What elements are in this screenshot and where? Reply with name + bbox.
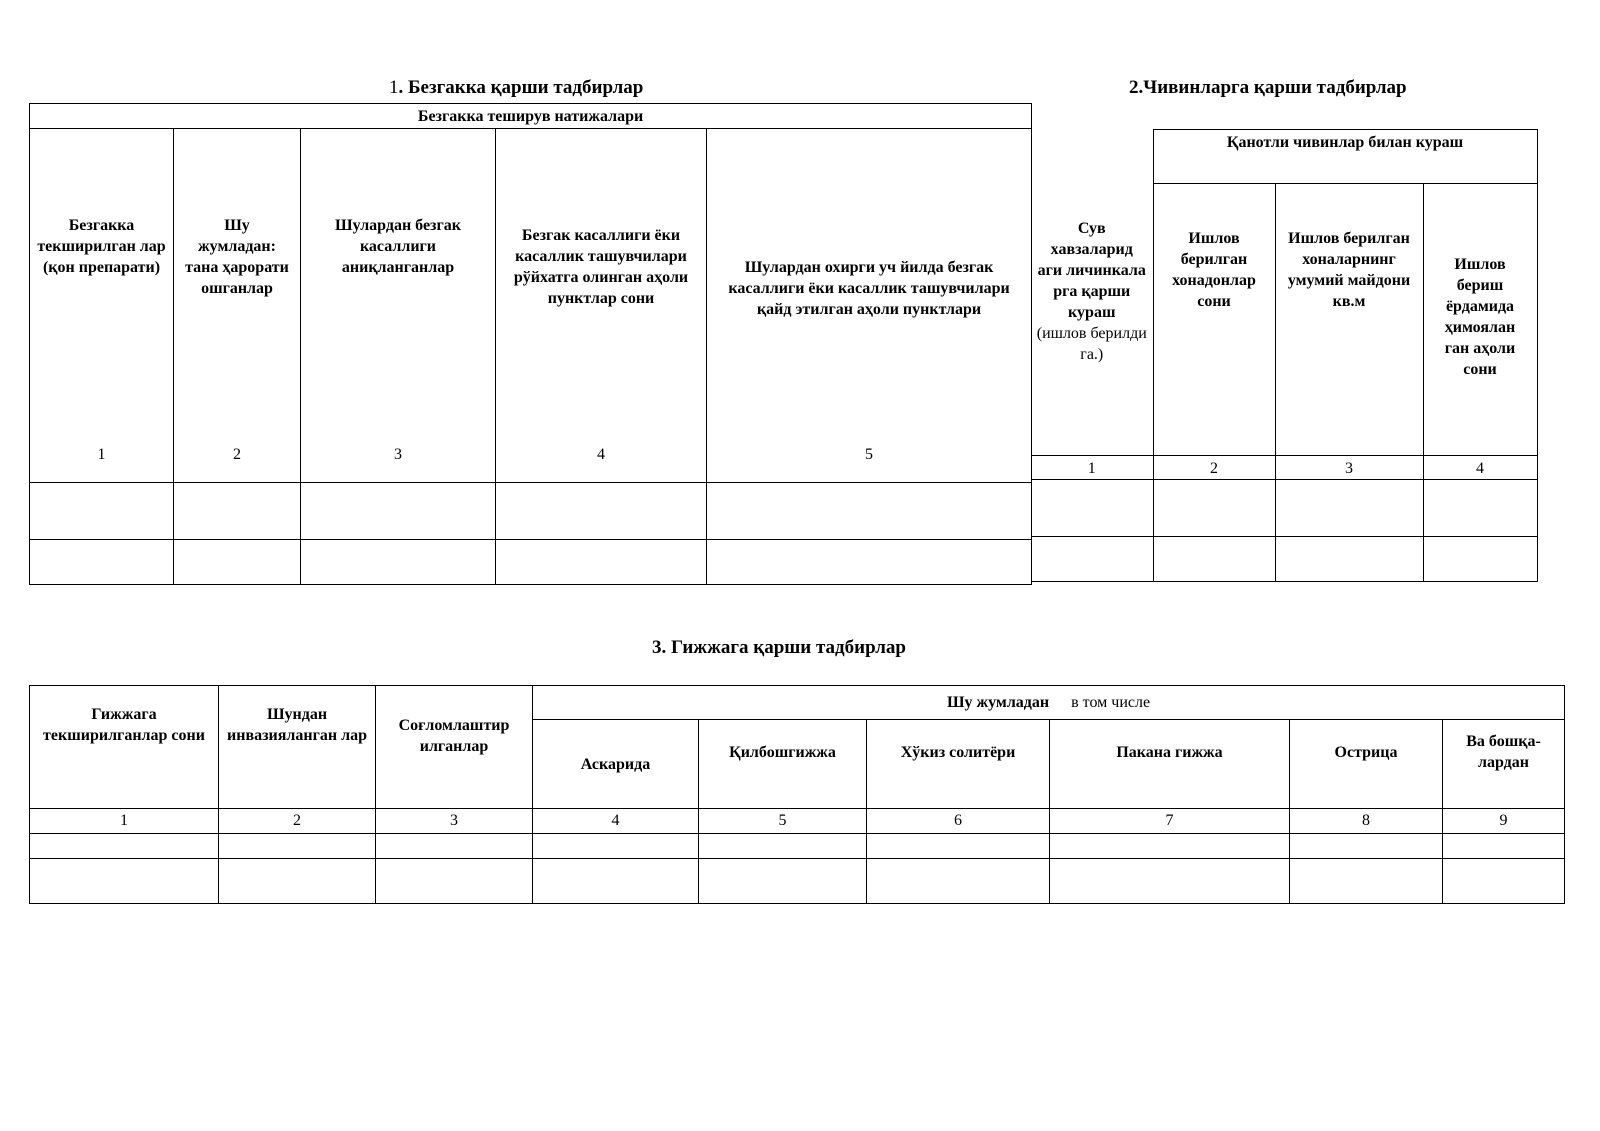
helminth-row-2-col-1[interactable]	[30, 859, 219, 904]
helminth-col-3-label: Соғломлаштир илганлар	[398, 717, 510, 755]
mosquito-col-2-header	[1153, 184, 1275, 456]
mosquito-col-4-number: 4	[1423, 456, 1537, 480]
malaria-col-3-label: Шулардан безгак касаллиги аниқланганлар	[335, 217, 461, 276]
helminth-row-1-col-7[interactable]	[1050, 834, 1290, 859]
malaria-col-5-label: Шулардан охирги уч йилда безгак касаллиги ёки касаллик ташувчилари қайд этилган аҳоли пунктлари	[728, 259, 1010, 318]
malaria-row-2-col-4[interactable]	[496, 540, 707, 585]
mosquito-row-1-col-4[interactable]	[1423, 480, 1537, 537]
malaria-row-1-col-2[interactable]	[174, 483, 301, 540]
helminth-sub-6-label: Ва бошқа-лардан	[1466, 733, 1541, 771]
helminth-row-2-col-7[interactable]	[1050, 859, 1290, 904]
helminth-col-2-header	[219, 686, 376, 809]
mosquito-row-1-col-2[interactable]	[1153, 480, 1275, 537]
helminth-group-header-normal: в том числе	[1071, 694, 1151, 711]
malaria-col-3-header	[301, 129, 496, 483]
section1-number: 1	[389, 77, 399, 98]
helminth-sub-3-header: Хўкиз солитёри	[867, 720, 1050, 809]
helminth-row-2-col-8[interactable]	[1290, 859, 1443, 904]
mosquito-col-1-note: (ишлов берилди га.)	[1036, 324, 1147, 363]
helminth-col-4-number: 4	[533, 809, 699, 834]
helminth-col-2-number: 2	[219, 809, 376, 834]
helminth-col-5-number: 5	[699, 809, 867, 834]
malaria-col-4-header	[496, 129, 707, 483]
malaria-col-2-label: Шу жумладан: тана ҳарорати ошганлар	[185, 217, 289, 297]
mosquito-col-1-label: Сув хавзаларид аги личинкала рга қарши кураш	[1037, 219, 1146, 321]
mosquito-row-2-col-1[interactable]	[1031, 537, 1153, 582]
helminth-col-9-number: 9	[1443, 809, 1565, 834]
malaria-group-header: Безгакка теширув натижалари	[30, 104, 1032, 129]
helminth-row-2-col-2[interactable]	[219, 859, 376, 904]
malaria-col-1-header	[30, 129, 174, 483]
helminth-group-header-bold: Шу жумладан	[946, 694, 1050, 711]
helminth-sub-1-header: Аскарида	[533, 720, 699, 809]
mosquito-col-1-number: 1	[1031, 456, 1153, 480]
mosquito-col-4-label: Ишлов бериш ёрдамида ҳимоялан ган аҳоли сони	[1444, 256, 1516, 378]
malaria-col-3-number: 3	[394, 446, 402, 463]
helminth-row-1-col-5[interactable]	[699, 834, 867, 859]
section3-title: 3. Гижжага қарши тадбирлар	[652, 637, 906, 658]
helminth-row-1-col-9[interactable]	[1443, 834, 1565, 859]
malaria-row-2-col-5[interactable]	[707, 540, 1032, 585]
helminth-row-2-col-9[interactable]	[1443, 859, 1565, 904]
mosquito-col-2-number: 2	[1153, 456, 1275, 480]
section2-title: 2.Чивинларга қарши тадбирлар	[1129, 77, 1407, 98]
helminth-sub-2-header: Қилбошгижжа	[699, 720, 867, 809]
helminth-col-1-header	[30, 686, 219, 809]
mosquito-col-3-header	[1275, 184, 1423, 456]
helminth-row-2-col-4[interactable]	[533, 859, 699, 904]
helminth-sub-6-header	[1443, 720, 1565, 809]
helminth-row-1-col-2[interactable]	[219, 834, 376, 859]
helminth-row-2-col-5[interactable]	[699, 859, 867, 904]
helminth-col-1-label: Гижжага текширилганлар сони	[43, 706, 205, 744]
mosquito-row-2-col-3[interactable]	[1275, 537, 1423, 582]
helminth-table	[29, 685, 1565, 904]
malaria-col-4-number: 4	[597, 446, 605, 463]
helminth-sub-5-header: Острица	[1290, 720, 1443, 809]
malaria-col-5-header	[707, 129, 1032, 483]
helminth-col-6-number: 6	[867, 809, 1050, 834]
helminth-row-1-col-3[interactable]	[376, 834, 533, 859]
malaria-col-4-label: Безгак касаллиги ёки касаллик ташувчилари рўйхатга олинган аҳоли пунктлар сони	[513, 227, 689, 307]
malaria-col-1-label: Безгакка текширилган лар (қон препарати)	[37, 217, 166, 276]
helminth-col-3-number: 3	[376, 809, 533, 834]
malaria-row-2-col-2[interactable]	[174, 540, 301, 585]
malaria-col-2-header	[174, 129, 301, 483]
helminth-col-8-number: 8	[1290, 809, 1443, 834]
mosquito-col-2-label: Ишлов берилган хонадонлар сони	[1172, 230, 1256, 310]
helminth-sub-4-header: Пакана гижжа	[1050, 720, 1290, 809]
mosquito-row-1-col-1[interactable]	[1031, 480, 1153, 537]
malaria-row-1-col-4[interactable]	[496, 483, 707, 540]
mosquito-col-4-header	[1423, 184, 1537, 456]
helminth-row-2-col-3[interactable]	[376, 859, 533, 904]
malaria-row-1-col-1[interactable]	[30, 483, 174, 540]
helminth-row-1-col-6[interactable]	[867, 834, 1050, 859]
mosquito-group-header: Қанотли чивинлар билан кураш	[1153, 130, 1537, 184]
malaria-row-2-col-3[interactable]	[301, 540, 496, 585]
mosquito-table	[1031, 129, 1538, 582]
mosquito-col-3-number: 3	[1275, 456, 1423, 480]
malaria-col-2-number: 2	[233, 446, 241, 463]
helminth-row-1-col-1[interactable]	[30, 834, 219, 859]
helminth-col-1-number: 1	[30, 809, 219, 834]
mosquito-row-2-col-2[interactable]	[1153, 537, 1275, 582]
malaria-row-1-col-3[interactable]	[301, 483, 496, 540]
mosquito-row-1-col-3[interactable]	[1275, 480, 1423, 537]
mosquito-col-1-header	[1031, 130, 1153, 456]
helminth-row-2-col-6[interactable]	[867, 859, 1050, 904]
malaria-row-1-col-5[interactable]	[707, 483, 1032, 540]
section1-title-text: . Безгакка қарши тадбирлар	[398, 77, 644, 98]
section1-title	[389, 77, 643, 99]
helminth-row-1-col-8[interactable]	[1290, 834, 1443, 859]
helminth-col-3-header	[376, 686, 533, 809]
helminth-group-header	[533, 686, 1565, 720]
malaria-col-1-number: 1	[97, 446, 106, 463]
helminth-col-7-number: 7	[1050, 809, 1290, 834]
mosquito-col-3-label: Ишлов берилган хоналарнинг умумий майдони кв.м	[1287, 230, 1411, 310]
malaria-row-2-col-1[interactable]	[30, 540, 174, 585]
helminth-col-2-label: Шундан инвазияланган лар	[227, 706, 367, 744]
helminth-row-1-col-4[interactable]	[533, 834, 699, 859]
malaria-col-5-number: 5	[865, 446, 874, 463]
mosquito-row-2-col-4[interactable]	[1423, 537, 1537, 582]
malaria-table	[29, 103, 1032, 585]
